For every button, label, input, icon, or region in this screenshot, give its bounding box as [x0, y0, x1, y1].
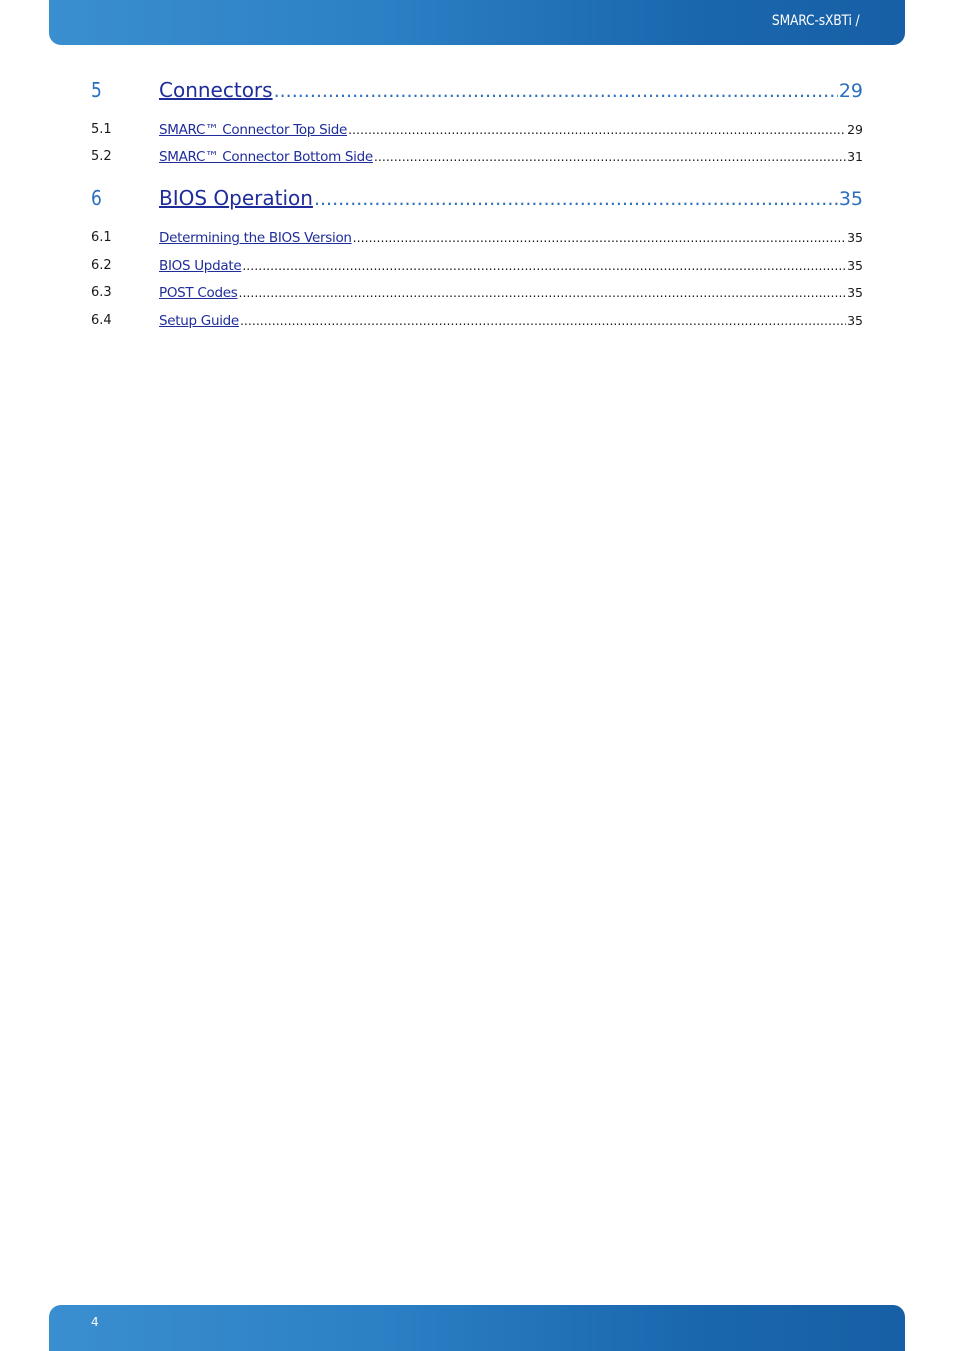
dot-leader: [353, 230, 846, 245]
document-title: SMARC-sXBTi /: [771, 13, 859, 29]
section-link[interactable]: SMARC™ Connector Top Side: [159, 122, 348, 138]
section-number: 6.4: [91, 313, 112, 328]
dot-leader: [314, 188, 838, 210]
section-link[interactable]: SMARC™ Connector Bottom Side: [159, 149, 373, 165]
page-number: 4: [91, 1315, 99, 1329]
section-link[interactable]: POST Codes: [159, 285, 238, 301]
chapter-number: 6: [91, 186, 102, 210]
dot-leader: [274, 80, 838, 102]
chapter-number: 5: [91, 78, 102, 102]
section-page: 35: [847, 285, 863, 300]
section-page: 35: [847, 230, 863, 245]
section-page: 35: [847, 258, 863, 273]
chapter-page: 35: [838, 188, 863, 210]
section-number: 5.1: [91, 122, 112, 137]
section-page: 29: [847, 122, 863, 137]
section-page: 35: [847, 313, 863, 328]
dot-leader: [348, 122, 846, 137]
section-link[interactable]: Determining the BIOS Version: [159, 230, 352, 246]
section-link[interactable]: Setup Guide: [159, 313, 239, 329]
section-link[interactable]: BIOS Update: [159, 258, 242, 274]
dot-leader: [374, 149, 846, 164]
section-number: 6.2: [91, 258, 112, 273]
dot-leader: [238, 285, 846, 300]
section-number: 6.3: [91, 285, 112, 300]
chapter-page: 29: [838, 80, 863, 102]
chapter-link-connectors[interactable]: Connectors: [159, 78, 273, 102]
section-number: 6.1: [91, 230, 112, 245]
section-page: 31: [847, 149, 863, 164]
chapter-link-bios-operation[interactable]: BIOS Operation: [159, 186, 313, 210]
dot-leader: [240, 313, 846, 328]
header-band: [49, 0, 905, 45]
section-number: 5.2: [91, 149, 112, 164]
footer-band: [49, 1305, 905, 1351]
dot-leader: [242, 258, 846, 273]
